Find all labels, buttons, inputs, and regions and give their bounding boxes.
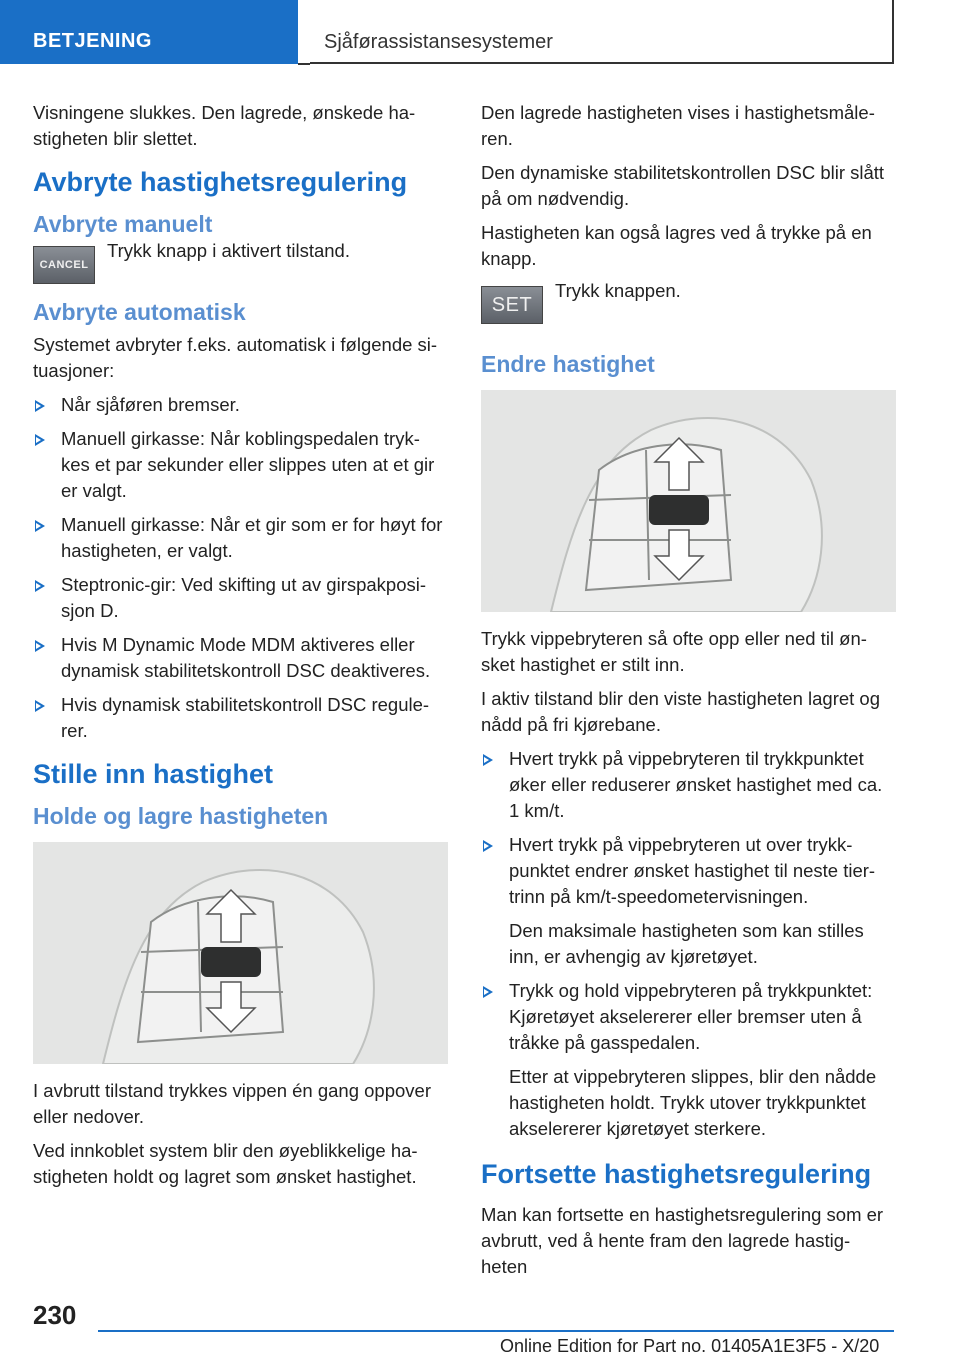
steering-wheel-rocker-photo (33, 842, 448, 1064)
list-item: Steptronic-gir: Ved skifting ut av girspakposi-sjon D. (33, 572, 448, 624)
intro-paragraph: Visningene slukkes. Den lagrede, ønskede ha-stigheten blir slettet. (33, 102, 416, 149)
header-chapter-label: Sjåførassistansesystemer (324, 31, 553, 53)
resume-paragraph: Man kan fortsette en hastighetsregulering som er avbrutt, ved å hente fram den lagrede hastig-heten (481, 1204, 884, 1277)
change-subparagraph-1: Den maksimale hastigheten som kan stilles inn, er avhengig av kjøretøyet. (509, 920, 864, 967)
bullet-triangle-icon (35, 400, 45, 412)
header-section-label: BETJENING (33, 30, 152, 52)
bullet-triangle-icon (35, 640, 45, 652)
set-button-row (481, 280, 896, 328)
list-item: Trykk og hold vippebryteren på trykkpunktet: Kjøretøyet akselererer eller bremser uten å tråkke på gasspedalen. (481, 978, 896, 1056)
heading-resume-cruise: Fortsette hastighetsregulering (481, 1159, 872, 1189)
heading-cancel-manual: Avbryte manuelt (33, 211, 213, 237)
footer-edition: Online Edition for Part no. 01405A1E3F5 - X/20 (500, 1336, 880, 1356)
bullet-triangle-icon (483, 840, 493, 852)
footer-divider (98, 1330, 894, 1332)
change-paragraph-2: I aktiv tilstand blir den viste hastigheten lagret og nådd på fri kjørebane. (481, 688, 881, 735)
heading-cancel-auto: Avbryte automatisk (33, 299, 246, 325)
list-item: Hvert trykk på vippebryteren ut over trykk-punktet endrer ønsket hastighet til neste tier-trinn på km/t-speedometervisningen. (481, 832, 896, 910)
cancel-button-row (33, 240, 448, 288)
auto-intro-text: Systemet avbryter f.eks. automatisk i følgende si-tuasjoner: (33, 334, 438, 381)
bullet-triangle-icon (483, 754, 493, 766)
hold-paragraph-2: Ved innkoblet system blir den øyeblikkelige ha-stigheten holdt og lagret som ønsket hastighet. (33, 1140, 418, 1187)
heading-cancel-cruise: Avbryte hastighetsregulering (33, 167, 408, 197)
list-item: Hvis dynamisk stabilitetskontroll DSC regule-rer. (33, 692, 448, 744)
header-chapter-box (310, 0, 894, 64)
header-connector-line (298, 63, 310, 65)
list-item: Manuell girkasse: Når et gir som er for høyt for hastigheten, er valgt. (33, 512, 448, 564)
steering-wheel-rocker-photo-2 (481, 390, 896, 612)
cancel-button-image: CANCEL (33, 246, 95, 284)
steering-wheel-illustration (33, 842, 448, 1064)
list-item: Manuell girkasse: Når koblingspedalen tryk-kes et par sekunder eller slippes uten at et gir er valgt. (33, 426, 448, 504)
list-item: Hvert trykk på vippebryteren til trykkpunktet øker eller reduserer ønsket hastighet med ca. 1 km/t. (481, 746, 896, 824)
bullet-triangle-icon (483, 986, 493, 998)
set-button-text: Trykk knappen. (555, 280, 681, 301)
header-section-tab (0, 0, 298, 64)
bullet-triangle-icon (35, 520, 45, 532)
page-number: 230 (33, 1300, 77, 1330)
heading-change-speed: Endre hastighet (481, 351, 655, 377)
stored-speed-text: Den lagrede hastigheten vises i hastighetsmåle-ren. (481, 102, 875, 149)
change-speed-list (481, 746, 896, 910)
change-paragraph-1: Trykk vippebryteren så ofte opp eller ned til øn-sket hastighet er stilt inn. (481, 628, 867, 675)
list-item: Hvis M Dynamic Mode MDM aktiveres eller dynamisk stabilitetskontroll DSC deaktiveres. (33, 632, 448, 684)
bullet-triangle-icon (35, 434, 45, 446)
change-speed-list-2 (481, 978, 896, 1056)
bullet-triangle-icon (35, 580, 45, 592)
left-column (33, 100, 448, 1198)
auto-cancel-list (33, 392, 448, 744)
steering-wheel-illustration (481, 390, 896, 612)
set-button-image: SET (481, 286, 543, 324)
right-column (481, 100, 896, 1288)
list-item: Når sjåføren bremser. (33, 392, 448, 418)
store-by-button-text: Hastigheten kan også lagres ved å trykke på en knapp. (481, 222, 872, 269)
dsc-text: Den dynamiske stabilitetskontrollen DSC blir slått på om nødvendig. (481, 162, 885, 209)
hold-paragraph-1: I avbrutt tilstand trykkes vippen én gang oppover eller nedover. (33, 1080, 431, 1127)
cancel-manual-text: Trykk knapp i aktivert tilstand. (107, 240, 350, 261)
heading-set-speed: Stille inn hastighet (33, 759, 274, 789)
change-subparagraph-2: Etter at vippebryteren slippes, blir den nådde hastigheten holdt. Trykk utover trykkpunktet akselererer kjøretøyet sterkere. (509, 1066, 877, 1139)
bullet-triangle-icon (35, 700, 45, 712)
heading-hold-speed: Holde og lagre hastigheten (33, 803, 329, 829)
